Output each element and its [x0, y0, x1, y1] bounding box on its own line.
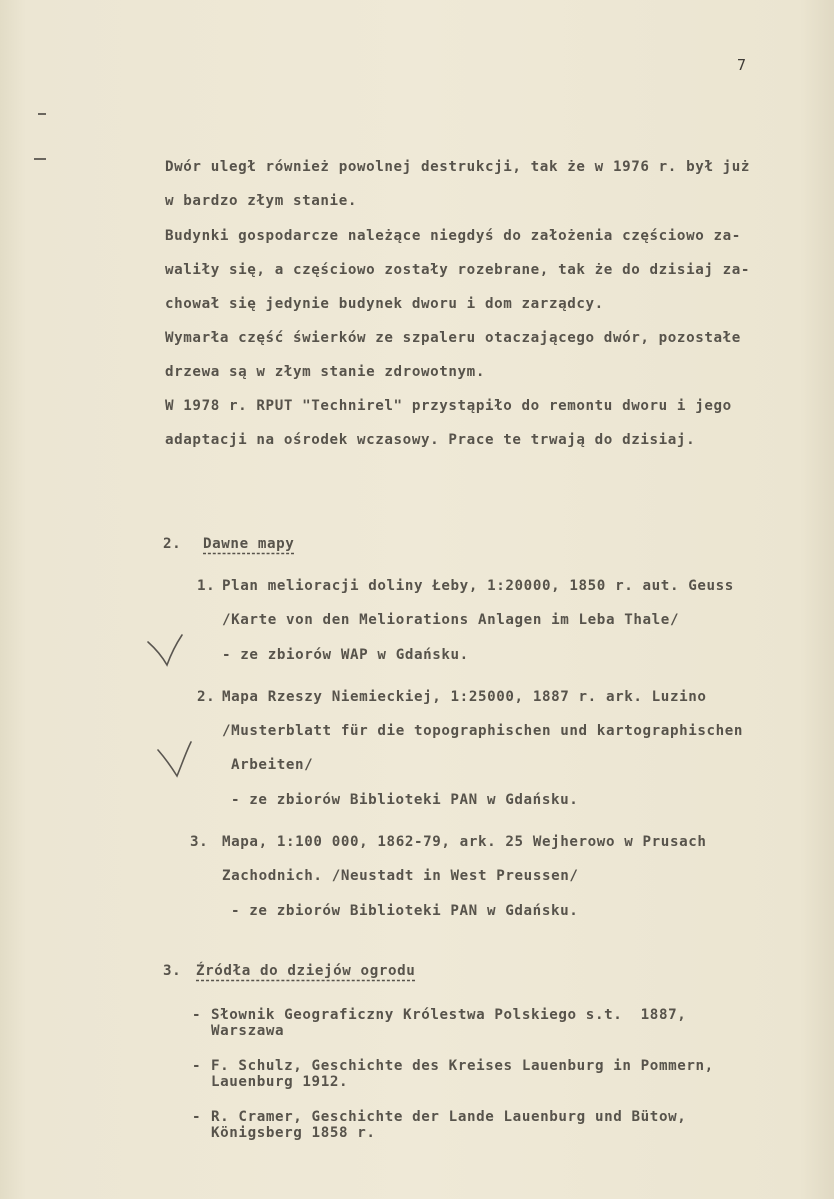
- list-item-line: F. Schulz, Geschichte des Kreises Lauenburg in Pommern,: [211, 1058, 714, 1074]
- list-item-line: Königsberg 1858 r.: [211, 1125, 376, 1141]
- list-item-line: - ze zbiorów WAP w Gdańsku.: [222, 647, 469, 663]
- list-item-line: Lauenburg 1912.: [211, 1074, 349, 1090]
- list-item-bullet: -: [192, 1007, 202, 1023]
- list-item-line: /Musterblatt für die topographischen und kartographischen: [222, 723, 744, 739]
- list-item-number: 3.: [190, 834, 209, 850]
- checkmark-icon: [145, 632, 185, 670]
- list-item-line: Mapa, 1:100 000, 1862-79, ark. 25 Wejherowo w Prusach: [222, 834, 707, 850]
- list-item-line: Warszawa: [211, 1023, 285, 1039]
- list-item-line: Mapa Rzeszy Niemieckiej, 1:25000, 1887 r. ark. Luzino: [222, 689, 707, 705]
- list-item-line: R. Cramer, Geschichte der Lande Lauenburg und Bütow,: [211, 1109, 687, 1125]
- list-item-line: Arbeiten/: [231, 757, 314, 773]
- paragraph-line: w bardzo złym stanie.: [165, 193, 357, 209]
- list-item-line: Plan melioracji doliny Łeby, 1:20000, 1850 r. aut. Geuss: [222, 578, 734, 594]
- paragraph-line: Wymarła część świerków ze szpaleru otaczającego dwór, pozostałe: [165, 330, 741, 346]
- section-number: 3.: [163, 963, 182, 979]
- punch-mark: [34, 158, 46, 160]
- paragraph-line: Dwór uległ również powolnej destrukcji, tak że w 1976 r. był już: [165, 159, 751, 175]
- punch-mark: [38, 113, 46, 115]
- list-item-line: Zachodnich. /Neustadt in West Preussen/: [222, 868, 579, 884]
- list-item-line: - ze zbiorów Biblioteki PAN w Gdańsku.: [231, 903, 579, 919]
- section-number: 2.: [163, 536, 182, 552]
- section-heading: Dawne mapy: [203, 536, 295, 552]
- paragraph-line: chował się jedynie budynek dworu i dom zarządcy.: [165, 296, 604, 312]
- page-number: 7: [737, 56, 747, 74]
- paragraph-line: drzewa są w złym stanie zdrowotnym.: [165, 364, 485, 380]
- list-item-line: Słownik Geograficzny Królestwa Polskiego s.t. 1887,: [211, 1007, 687, 1023]
- list-item-line: /Karte von den Meliorations Anlagen im Leba Thale/: [222, 612, 680, 628]
- list-item-line: - ze zbiorów Biblioteki PAN w Gdańsku.: [231, 792, 579, 808]
- paragraph-line: waliły się, a częściowo zostały rozebrane, tak że do dzisiaj za-: [165, 262, 751, 278]
- paragraph-line: adaptacji na ośrodek wczasowy. Prace te trwają do dzisiaj.: [165, 432, 696, 448]
- paragraph-line: Budynki gospodarcze należące niegdyś do założenia częściowo za-: [165, 228, 741, 244]
- paragraph-line: W 1978 r. RPUT "Technirel" przystąpiło do remontu dworu i jego: [165, 398, 732, 414]
- checkmark-icon: [155, 738, 195, 780]
- list-item-bullet: -: [192, 1058, 202, 1074]
- list-item-number: 1.: [197, 578, 216, 594]
- section-heading: Źródła do dziejów ogrodu: [196, 963, 416, 979]
- list-item-number: 2.: [197, 689, 216, 705]
- list-item-bullet: -: [192, 1109, 202, 1125]
